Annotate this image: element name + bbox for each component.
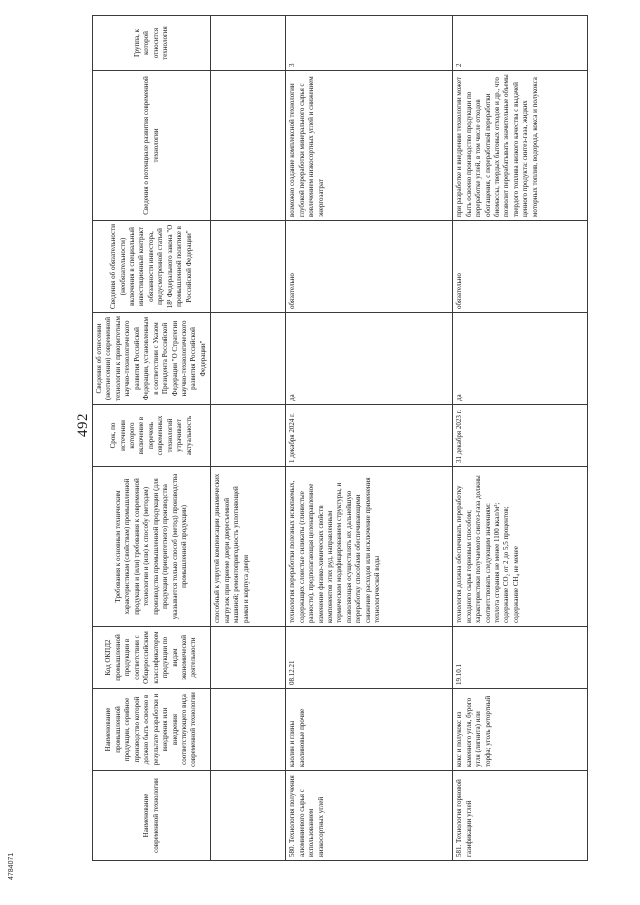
header-priority: Сведения об отнесении (неотнесении) современной технологии к приоритетным научно-технологического развития Российской Федерации, установленным в соответствии с Указом Президента Российской Федерации "О Стратегии научно-технологического развития Российской Федерации" [93,313,211,405]
cell-necessity: обязательно [453,221,588,313]
row-number: 580. [288,844,297,857]
technology-table [92,15,588,861]
cell-empty [211,16,286,71]
header-okpd: Код ОКПД2 промышленной продукции в соответствии с Общероссийским классификатором продукции по видам экономической деятельности [93,627,211,689]
header-necessity: Сведения об обязательности (необязательности) включения в специальный инвестиционный контракт обязанности инвестора, предусмотренной статьей 18¹ Федерального закона "О промышленной политике в Российской Федерации" [93,221,211,313]
cell-okpd: 19.10.1 [453,627,588,689]
cell-empty [211,221,286,313]
cell-empty [211,771,286,861]
cell-deadline: 1 декабря 2024 г. [286,405,453,467]
header-group: Группа, к которой относится технология [93,16,211,71]
header-deadline: Срок, по истечении которого включение в перечень современных технологий утрачивает актуальность [93,405,211,467]
page-number: 492 [75,413,91,437]
row-number: 581. [455,844,464,857]
cell-products: каолин и глины каолиновые прочие [286,689,453,771]
cell-empty [211,313,286,405]
cell-requirements: технология должна обеспечивать переработку исходного сырья горновым способом; характеристики получаемого синтез-газа должны соответствовать следующим значениям: теплота сгорания не менее 1100 ккал/м³; содержание CO₂ от 2 до 5,5 процентов; содержание CH₄ не менее [453,467,588,627]
cell-priority: да [286,313,453,405]
cell-requirements: способный к упругой компенсации динамических нагрузок при приеме двери двересъемной машиной; ремонтопригодность уплотняющей рамки и корпуса двери [211,467,286,627]
cell-name [286,771,453,861]
header-requirements: Требования к основным техническим характеристикам (свойствам) промышленной продукции и (или) требования к современной технологии и (или) к способу (методам) производства промышленной продукции (для продукции (приоритетного) производства указывается только способ (метод) производства промышленной продукции) [93,467,211,627]
cell-potential: возможно создание комплексной технологии глубокой переработки минерального сырья с вовлечением низкосортных углей и снижением энергозатрат [286,71,453,221]
cell-empty [211,689,286,771]
cell-okpd: 08.12.21 [286,627,453,689]
cell-empty [211,71,286,221]
cell-deadline: 31 декабря 2023 г. [453,405,588,467]
table-row [453,16,588,861]
rotated-table-sheet [68,10,596,865]
cell-necessity: обязательно [286,221,453,313]
header-name: Наименование современной технологии [93,771,211,861]
cell-empty [211,627,286,689]
technology-name: Технология горновой газификации углей [455,779,473,857]
table-row [286,16,453,861]
cell-priority: да [453,313,588,405]
table-row-continuation [211,16,286,861]
cell-empty [211,405,286,467]
document-code: 4784071 [8,852,15,880]
header-potential: Сведения о потенциале развития современной технологии [93,71,211,221]
cell-requirements: технология переработки полезных ископаемых, содержащих слоистые силикаты (глинистые разности), предполагающая целенаправленное изменение физико-химических свойств компонентов этих руд, направленным термическим модифицированием структуры, и позволяющая осуществлять их дальнейшую переработку способами обеспечивающими снижение расходов или исключение применения технологической воды [286,467,453,627]
cell-group: 3 [286,16,453,71]
technology-name: Технология получения алюминиевого сырья с использованием низкосортных углей [288,775,325,857]
header-products: Наименование промышленной продукции, серийное производство которой должно быть освоено в результате разработки и внедрения или внедрения соответствующего вида современной технологии [93,689,211,771]
cell-name [453,771,588,861]
cell-group: 2 [453,16,588,71]
cell-potential: при разработке и внедрении технологии может быть освоено производство продукции по переработке углей, в том числе отходов обогащения, с переработкой переработки биомассы, твердых бытовых отходов и др., что позволит перерабатывать значительные объемы твердого топлива низкого качества с выдачей ценного продукта: синтез-газа, жидких моторных топлив, водорода, кокса и полукокса [453,71,588,221]
cell-products: кокс и полукокс из каменного угля, бурого угля (лигнита) или торфа; уголь ретортный [453,689,588,771]
table-header-row [93,16,211,861]
